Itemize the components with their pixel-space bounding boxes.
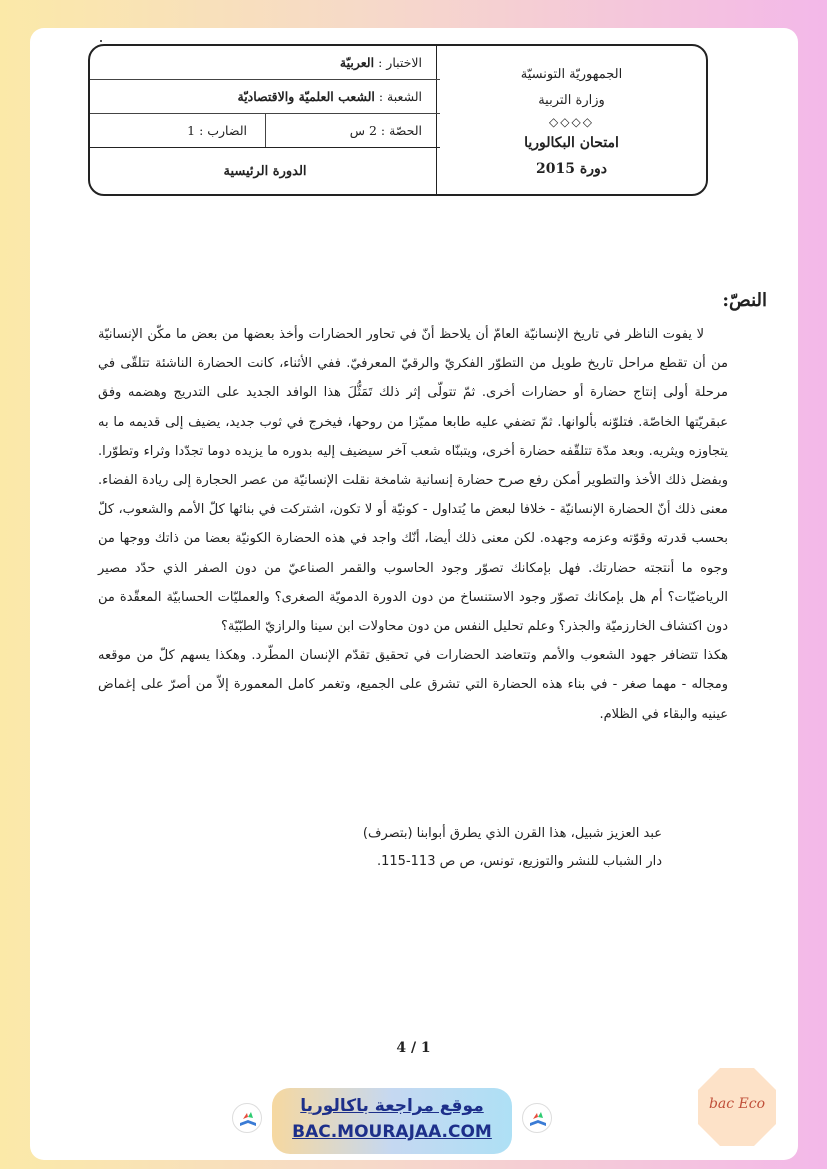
main-session-label: الدورة الرئيسية xyxy=(223,163,307,179)
paragraph-2: هكذا تتضافر جهود الشعوب والأمم وتتعاضد الحضارات في تحقيق تقدّم الإنسان المطّرد. وهكذا يسهم كلّ من موقعه ومجاله - مهما صغر - في بناء هذه الحضارة التي تشرق على الجميع، وتغمر كامل المعمورة إلاّ من أصرّ على إغماض عينيه والبقاء في الظلام. xyxy=(98,648,728,722)
diamonds-ornament: ◇◇◇◇ xyxy=(549,115,594,129)
subject-value: العربيّة xyxy=(339,55,375,70)
header-exam-details xyxy=(90,46,440,194)
coefficient-cell: الضارب : 1 xyxy=(187,123,247,138)
source-publisher: دار الشباب للنشر والتوزيع، تونس، ص ص 113-115. xyxy=(376,854,662,869)
book-logo-icon xyxy=(232,1103,262,1133)
text-title: النصّ: xyxy=(722,290,767,311)
ministry-label: وزارة التربية xyxy=(538,93,605,108)
republic-label: الجمهوريّة التونسيّة xyxy=(520,67,623,82)
page-number: 4 / 1 xyxy=(396,1040,431,1056)
text-source xyxy=(363,820,662,876)
subject-row xyxy=(90,46,440,80)
paragraph-1: لا يفوت الناظر في تاريخ الإنسانيّة العامّ أن يلاحظ أنّ في تحاور الحضارات وأخذ بعضها من بعض ما مكّن الإنسانيّة من أن تقطع مراحل تاريخ طويل من التطوّر الفكريّ والرقيّ المعرفيّ. ففي الأثناء، كانت الحضارة الناشئة تتلقّى في مرحلة أولى إنتاج حضارة أو حضارات أخرى. ثمّ تتولّى إثر ذلك تَمَثُّلَ هذا الوافد الجديد على التدريج وهضمه وفق عبقريّتها الخاصّة. فتلوّنه بألوانها. ثمّ تضفي عليه طابعا مميّزا من روحها، فيخرج في ثوب جديد، يضيف إلى قديمه ما به يتجاوزه ويثريه. وبعد مدّة تتلقّفه حضارة أخرى، ويتبنّاه شعب آخر سيضيف إليه بدوره ما يزيده دوما تجدّدا وثراء وتطوّرا. وبفضل ذلك الأخذ والتطوير أمكن رفع صرح حضارة إنسانية شامخة نقلت الإنسانيّة من عصر الحجارة إلى ريادة الفضاء. معنى ذلك أنّ الحضارة الإنسانيّة - خلافا لبعض ما يُتداول - كونيّة أو لا تكون، اشتركت في بنائها كلّ الأمم والشعوب، كلّ بحسب قدرته وقوّته وعزمه وجهده. لكن معنى ذلك أيضا، أنّك واجد في هذه الحضارة الكونيّة بعضا من ذاتك ووجها من وجوه ما أنتجته حضارتك. فهل بإمكانك تصوّر وجود الحاسوب والقمر الصناعيّ من دون الصفر الذي حدّد مصير الرياضيّات؟ أم هل بإمكانك تصوّر وجود الاستنساخ من دون الدورة الدمويّة الصغرى؟ والعمليّات الحسابيّة المعقّدة من دون اكتشاف الخارزميّة والجذر؟ وعلم تحليل النفس من دون محاولات ابن سينا والرازيّ الطبّيّة؟ xyxy=(98,327,728,635)
branch-row xyxy=(90,80,440,114)
logo-text: bac Eco xyxy=(708,1096,766,1112)
site-banner-link[interactable] xyxy=(272,1088,512,1154)
duration-cell: الحصّة : 2 س xyxy=(265,114,440,147)
reading-passage xyxy=(98,320,728,729)
exam-name: امتحان البكالوريا xyxy=(524,135,619,151)
site-url[interactable]: BAC.MOURAJAA.COM xyxy=(292,1122,492,1142)
exam-header xyxy=(88,44,708,196)
session-year: دورة 2015 xyxy=(536,161,607,177)
branch-label: الشعبة : xyxy=(378,89,422,104)
source-author-title: عبد العزيز شبيل، هذا القرن الذي يطرق أبوابنا (بتصرف) xyxy=(362,826,662,841)
header-official-block xyxy=(436,46,706,194)
scan-mark xyxy=(100,40,102,42)
book-logo-icon-right xyxy=(522,1103,552,1133)
bac-eco-logo xyxy=(696,1066,778,1148)
site-name-arabic[interactable]: موقع مراجعة باكالوريا xyxy=(300,1096,484,1116)
branch-value: الشعب العلميّة والاقتصاديّة xyxy=(237,89,375,104)
duration-coefficient-row xyxy=(90,114,440,148)
subject-label: الاختبار : xyxy=(378,55,422,70)
